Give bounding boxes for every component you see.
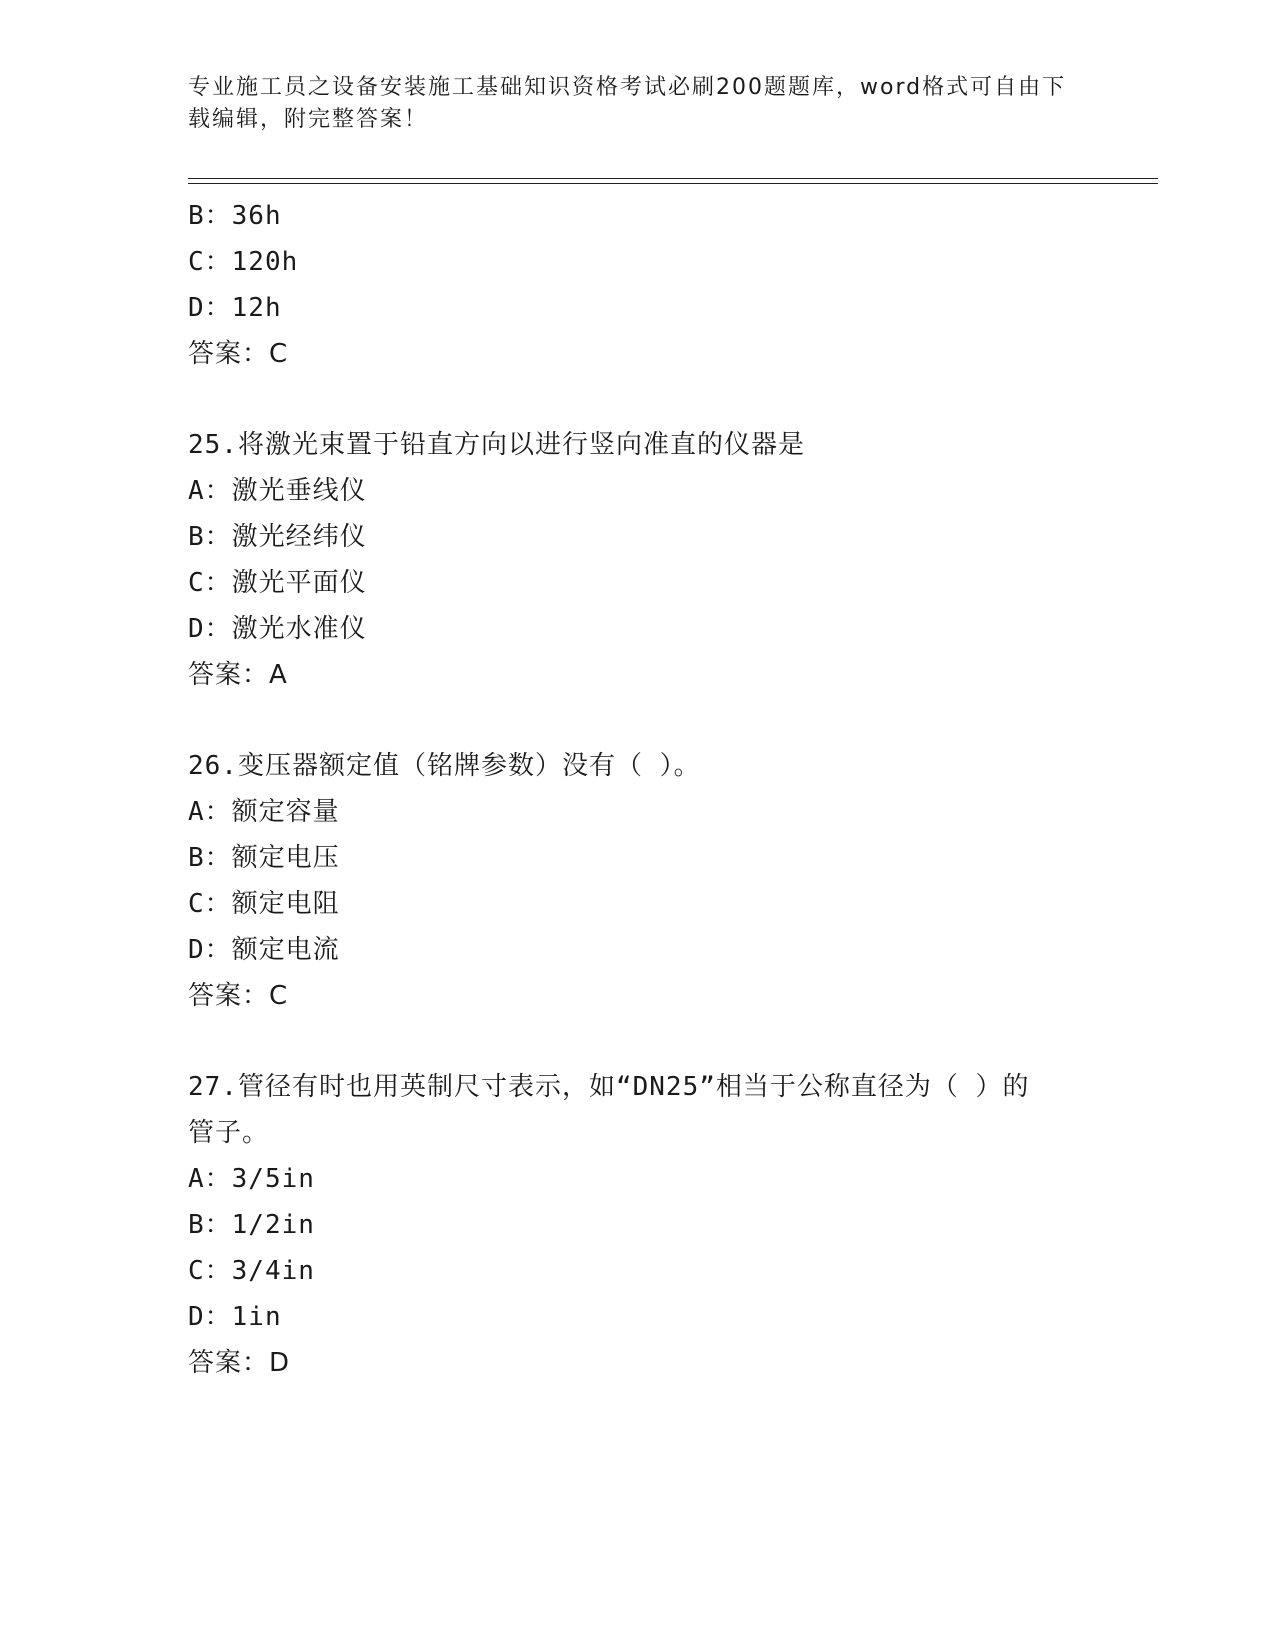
- option-a: A：3/5in: [188, 1164, 315, 1194]
- option-a: A：激光垂线仪: [188, 476, 367, 506]
- option-c: C：3/4in: [188, 1256, 315, 1286]
- option-d: D：激光水准仪: [188, 614, 367, 644]
- question-list: [188, 193, 1088, 1386]
- header-divider-top: [188, 178, 1158, 179]
- question-stem: 27.管径有时也用英制尺寸表示，如“DN25”相当于公称直径为（ ）的管子。: [188, 1072, 1030, 1148]
- question-block: [188, 743, 1088, 1019]
- option-b: B：激光经纬仪: [188, 522, 367, 552]
- answer-line: 答案：C: [188, 339, 289, 369]
- option-b: B：1/2in: [188, 1210, 315, 1240]
- question-block: [188, 1064, 1088, 1386]
- option-d: D：额定电流: [188, 935, 340, 965]
- answer-line: 答案：D: [188, 1348, 291, 1378]
- option-b: B：额定电压: [188, 843, 340, 873]
- option-a: A：额定容量: [188, 797, 340, 827]
- answer-line: 答案：C: [188, 981, 289, 1011]
- option-d: D：1in: [188, 1302, 282, 1332]
- option-c: C：额定电阻: [188, 889, 340, 919]
- answer-line: 答案：A: [188, 660, 288, 690]
- question-block: [188, 193, 1088, 377]
- option-d: D：12h: [188, 293, 282, 323]
- document-header: [188, 72, 1088, 136]
- option-c: C：激光平面仪: [188, 568, 367, 598]
- header-divider-bottom: [188, 183, 1158, 184]
- question-block: [188, 422, 1088, 698]
- question-stem: 26.变压器额定值（铭牌参数）没有（ ）。: [188, 751, 701, 781]
- question-stem: 25.将激光束置于铅直方向以进行竖向准直的仪器是: [188, 430, 805, 460]
- option-b: B：36h: [188, 201, 282, 231]
- option-c: C：120h: [188, 247, 299, 277]
- document-title: 专业施工员之设备安装施工基础知识资格考试必刷200题题库，word格式可自由下载编辑，附完整答案！: [188, 75, 1067, 132]
